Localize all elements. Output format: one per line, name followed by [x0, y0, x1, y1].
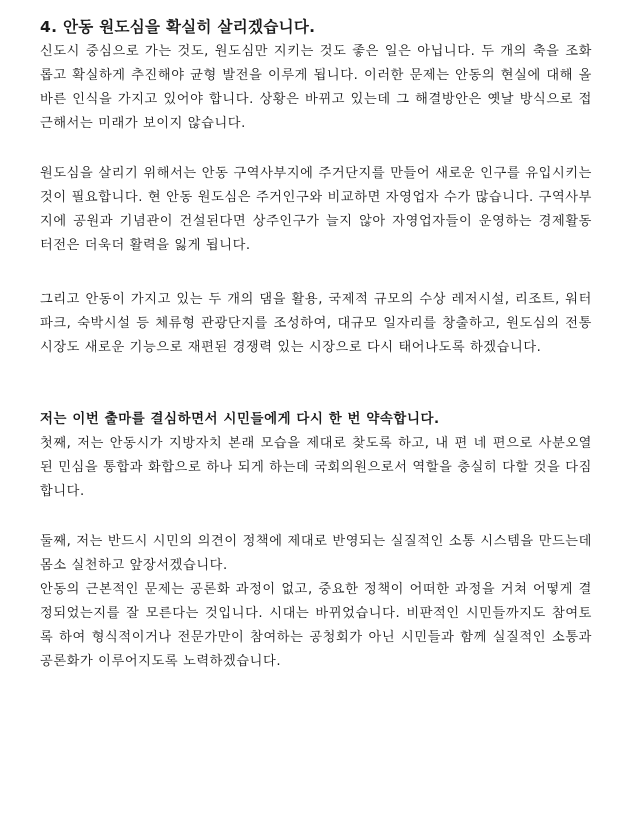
- promise-paragraph-2: 둘째, 저는 반드시 시민의 의견이 정책에 제대로 반영되는 실질적인 소통 시스템을 만드는데 몸소 실천하고 앞장서겠습니다.: [40, 534, 592, 573]
- section-heading: 4. 안동 원도심을 확실히 살리겠습니다.: [40, 18, 316, 36]
- promise-paragraph-1: 첫째, 저는 안동시가 지방자치 본래 모습을 제대로 찾도록 하고, 내 편 네 편으로 사분오열된 민심을 통합과 화합으로 하나 되게 하는데 국회의원으로서 역할을 충실히 다할 것을 다짐합니다.: [40, 436, 592, 499]
- paragraph-2: 원도심을 살리기 위해서는 안동 구역사부지에 주거단지를 만들어 새로운 인구를 유입시키는 것이 필요합니다. 현 안동 원도심은 주거인구와 비교하면 자영업자 수가 많습니다. 구역사부지에 공원과 기념관이 건설된다면 상주인구가 늘지 않아 자영업자들이 운영하는 경제활동 터전은 더욱더 활력을 잃게 됩니다.: [40, 166, 592, 253]
- document-page: [40, 16, 592, 674]
- paragraph-1: 신도시 중심으로 가는 것도, 원도심만 지키는 것도 좋은 일은 아닙니다. 두 개의 축을 조화롭고 확실하게 추진해야 균형 발전을 이루게 됩니다. 이러한 문제는 안동의 현실에 대해 올바른 인식을 가지고 있어야 합니다. 상황은 바뀌고 있는데 그 해결방안은 옛날 방식으로 접근해서는 미래가 보이지 않습니다.: [40, 44, 592, 131]
- paragraph-3: 그리고 안동이 가지고 있는 두 개의 댐을 활용, 국제적 규모의 수상 레저시설, 리조트, 워터파크, 숙박시설 등 체류형 관광단지를 조성하여, 대규모 일자리를 창출하고, 원도심의 전통시장도 새로운 기능으로 재편된 경쟁력 있는 시장으로 다시 태어나도록 하겠습니다.: [40, 292, 592, 355]
- promise-heading: 저는 이번 출마를 결심하면서 시민들에게 다시 한 번 약속합니다.: [40, 412, 440, 427]
- promise-paragraph-3: 안동의 근본적인 문제는 공론화 과정이 없고, 중요한 정책이 어떠한 과정을 거쳐 어떻게 결정되었는지를 잘 모른다는 것입니다. 시대는 바뀌었습니다. 비판적인 시민들까지도 참여토록 하여 형식적이거나 전문가만이 참여하는 공청회가 아닌 시민들과 함께 실질적인 소통과 공론화가 이루어지도록 노력하겠습니다.: [40, 582, 592, 669]
